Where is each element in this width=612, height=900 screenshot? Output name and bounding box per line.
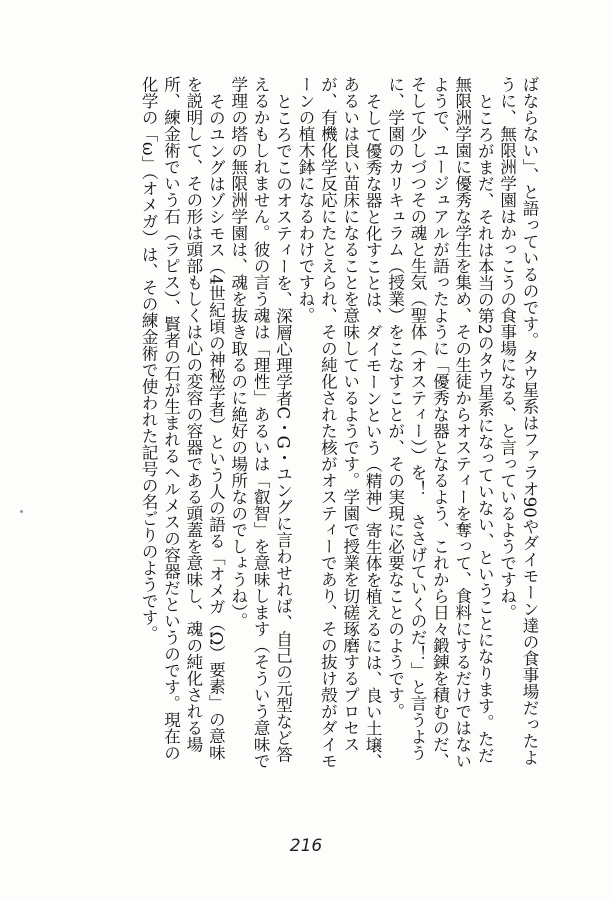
paragraph-5: そのユングはゾシモス（4世紀頃の神秘学者）という人の語る「オメガ（Ω）要素」の意味を説明して、その形は頭部もしくは心の変容の容器である頭蓋を意味し、魂の純化される場所、練金術でいう石（ラピス）、賢者の石が生まれるヘルメスの容器だというのです。現在の化学の「ω」（オメガ）は、その練金術で使われた記号の名ごりのようです。 — [139, 76, 226, 761]
scan-speck — [20, 510, 23, 513]
paragraph-4: ところでこのオスティーを、深層心理学者C・G・ユングに言わせれば、自己の元型など答えるかもしれません。彼の言う魂は「理性」あるいは「叡智」を意味します（そういう意味で学理の塔の無限洲学園は、魂を抜き取るのに絶好の場所なのでしょうね）。 — [228, 76, 293, 769]
paragraph-1: ばならない」、と語っているのです。タウ星系はファラオ90やダイモーン達の食事場だったように、無限洲学園はかっこうの食事場になる、と言っているようですね。 — [497, 76, 539, 766]
paragraph-3: そして優秀な器と化すことは、ダイモーンという（精神）寄生体を植えるには、良い土壌、あるいは良い苗床になることを意味しているようです。学園で授業を切磋琢磨するプロセスが、有機化学反応にたとえられ、その純化された核がオスティーであり、その抜け殻がダイモーンの植木鉢になるわけですね。 — [295, 76, 383, 769]
paragraph-2: ところがまだ、それは本当の第2のタウ星系になっていない、ということになります。ただ無限洲学園に優秀な学生を集め、その生徒からオスティーを奪って、食料にするだけではないようで、ユージュアルが語ったように「優秀な器となるよう、これから日々鍛錬を積むのだ、そして少しづつその魂と生気（聖体（オスティー））を！ ささげていくのだ！」と言うように、学園のカリキュラム（授業）をこなすことが、その実現に必要なことのようです。 — [385, 76, 495, 769]
vertical-text-body — [96, 76, 540, 776]
page-number: 216 — [289, 836, 323, 856]
